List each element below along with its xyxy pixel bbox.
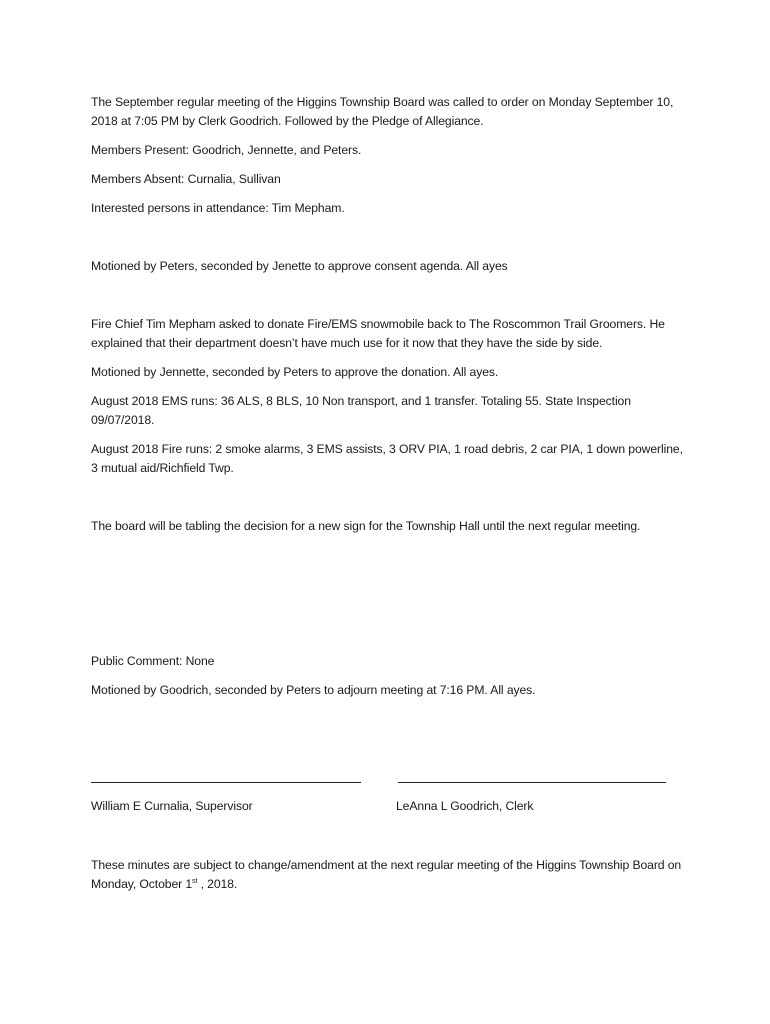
- sign-tabled-paragraph: The board will be tabling the decision for a new sign for the Township Hall until the next regular meeting.: [91, 519, 641, 533]
- members-absent-paragraph: Members Absent: Curnalia, Sullivan: [91, 172, 281, 186]
- consent-agenda-motion-paragraph: Motioned by Peters, seconded by Jenette to approve consent agenda. All ayes: [91, 259, 508, 273]
- amendment-note-text: These minutes are subject to change/amendment at the next regular meeting of the Higgins Township Board on Monday, October 1: [91, 858, 682, 891]
- clerk-signature-line: [398, 772, 666, 783]
- amendment-note-paragraph: [91, 856, 691, 894]
- donation-motion-paragraph: Motioned by Jennette, seconded by Peters to approve the donation. All ayes.: [91, 365, 499, 379]
- call-to-order-paragraph: The September regular meeting of the Higgins Township Board was called to order on Monday September 10, 2018 at 7:05 PM by Clerk Goodrich. Followed by the Pledge of Allegiance.: [91, 95, 674, 128]
- amendment-note-ordinal: st: [192, 878, 198, 885]
- adjourn-motion-paragraph: Motioned by Goodrich, seconded by Peters to adjourn meeting at 7:16 PM. All ayes.: [91, 683, 536, 697]
- supervisor-signature-line: [91, 772, 361, 783]
- clerk-signature-name: LeAnna L Goodrich, Clerk: [396, 799, 534, 813]
- fire-chief-request-paragraph: Fire Chief Tim Mepham asked to donate Fire/EMS snowmobile back to The Roscommon Trail Groomers. He explained that their department doesn’t have much use for it now that they have the side by side.: [91, 317, 665, 350]
- amendment-note-date-end: , 2018.: [197, 877, 238, 891]
- public-comment-paragraph: Public Comment: None: [91, 654, 215, 668]
- members-present-paragraph: Members Present: Goodrich, Jennette, and Peters.: [91, 143, 362, 157]
- interested-persons-paragraph: Interested persons in attendance: Tim Mepham.: [91, 201, 345, 215]
- supervisor-signature-name: William E Curnalia, Supervisor: [91, 799, 253, 813]
- ems-runs-paragraph: August 2018 EMS runs: 36 ALS, 8 BLS, 10 Non transport, and 1 transfer. Totaling 55. State Inspection 09/07/2018.: [91, 394, 631, 427]
- fire-runs-paragraph: August 2018 Fire runs: 2 smoke alarms, 3 EMS assists, 3 ORV PIA, 1 road debris, 2 car PIA, 1 down powerline, 3 mutual aid/Richfield Twp.: [91, 442, 683, 475]
